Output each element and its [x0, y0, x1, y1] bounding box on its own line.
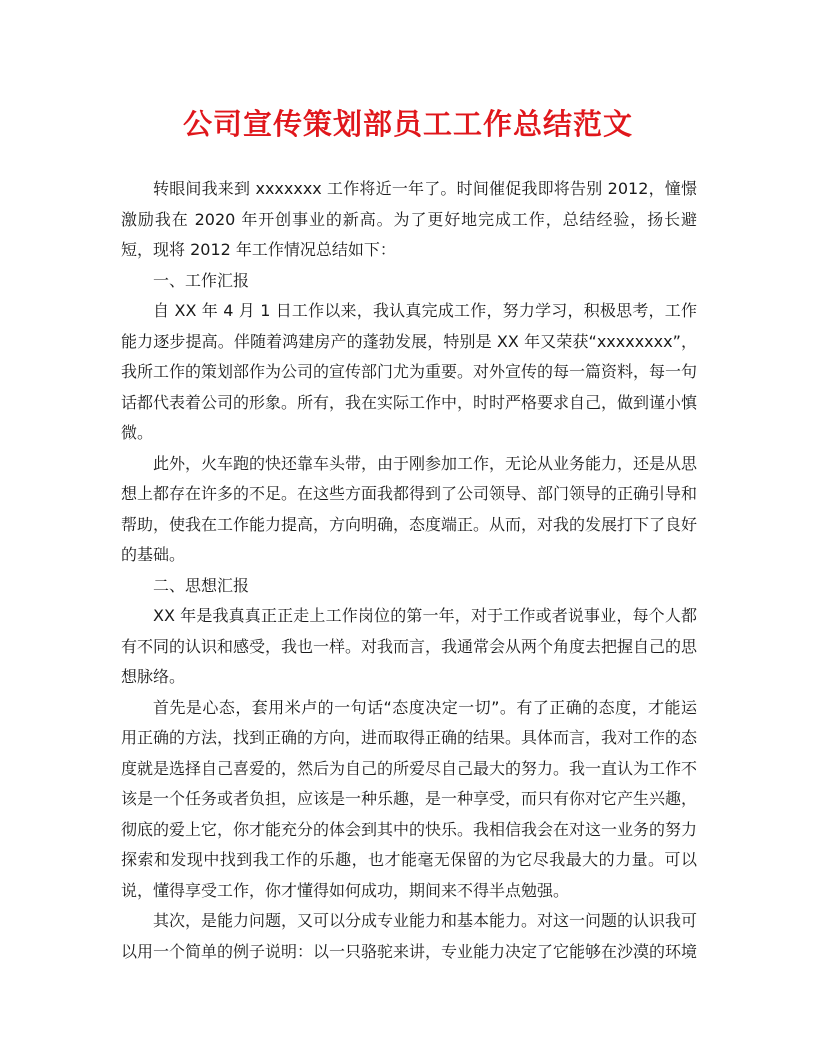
paragraph-thought-3: 其次，是能力问题，又可以分成专业能力和基本能力。对这一问题的认识我可以用一个简单的例子说明：以一只骆驼来讲，专业能力决定了它能够在沙漠的环境	[121, 911, 698, 961]
paragraph-thought-1: XX 年是我真真正正走上工作岗位的第一年，对于工作或者说事业，每个人都有不同的认识和感受，我也一样。对我而言，我通常会从两个角度去把握自己的思想脉络。	[121, 606, 698, 686]
document-body	[121, 174, 697, 967]
paragraph-work-1: 自 XX 年 4 月 1 日工作以来，我认真完成工作，努力学习，积极思考，工作能力逐步提高。伴随着鸿建房产的蓬勃发展，特别是 XX 年又荣获“xxxxxxxx”，我所工作的策划部作为公司的宣传部门尤为重要。对外宣传的每一篇资料，每一句话都代表着公司的形象。所有，我在实际工作中，时时严格要求自己，做到谨小慎微。	[121, 301, 698, 442]
document-title: 公司宣传策划部员工工作总结范文	[182, 107, 633, 141]
paragraph-thought-2: 首先是心态，套用米卢的一句话“态度决定一切”。有了正确的态度，才能运用正确的方法，找到正确的方向，进而取得正确的结果。具体而言，我对工作的态度就是选择自己喜爱的，然后为自己的所爱尽自己最大的努力。我一直认为工作不该是一个任务或者负担，应该是一种乐趣，是一种享受，而只有你对它产生兴趣，彻底的爱上它，你才能充分的体会到其中的快乐。我相信我会在对这一业务的努力探索和发现中找到我工作的乐趣，也才能毫无保留的为它尽我最大的力量。可以说，懂得享受工作，你才懂得如何成功，期间来不得半点勉强。	[121, 697, 698, 900]
paragraph-work-2: 此外，火车跑的快还靠车头带，由于刚参加工作，无论从业务能力，还是从思想上都存在许多的不足。在这些方面我都得到了公司领导、部门领导的正确引导和帮助，使我在工作能力提高，方向明确，态度端正。从而，对我的发展打下了良好的基础。	[121, 453, 698, 564]
section-heading-thought-report: 二、思想汇报	[153, 575, 250, 595]
paragraph-intro: 转眼间我来到 xxxxxxx 工作将近一年了。时间催促我即将告别 2012，憧憬激励我在 2020 年开创事业的新高。为了更好地完成工作，总结经验，扬长避短，现将 2012 年工作情况总结如下：	[121, 179, 697, 259]
section-heading-work-report: 一、工作汇报	[153, 270, 250, 290]
